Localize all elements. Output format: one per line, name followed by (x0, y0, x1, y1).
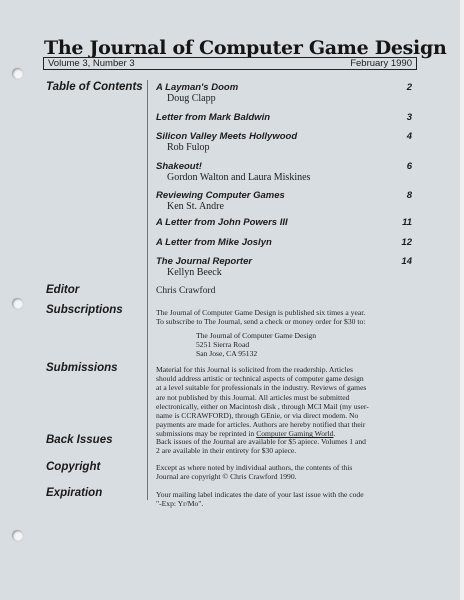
copyright-heading: Copyright (46, 461, 101, 473)
toc-item[interactable] (156, 217, 412, 228)
toc-item-title: A Letter from Mike Joslyn (156, 237, 272, 248)
toc-item-title: Silicon Valley Meets Hollywood (156, 131, 298, 142)
submissions-text (156, 365, 418, 439)
column-divider (147, 80, 148, 500)
volume-number: Volume 3, Number 3 (48, 58, 135, 69)
subscription-address (196, 331, 316, 359)
subscriptions-text (156, 308, 418, 326)
toc-heading: Table of Contents (46, 81, 143, 93)
binder-hole-bottom (12, 530, 23, 541)
toc-item-page: 4 (406, 131, 412, 142)
back-issues-text (156, 437, 418, 455)
expiration-heading: Expiration (46, 487, 103, 499)
text-line: should address artistic or technical aspects of computer game design (156, 374, 364, 384)
text-line: Journal are copyright © Chris Crawford 1990. (156, 472, 297, 482)
back-issues-heading: Back Issues (46, 434, 113, 446)
toc-item[interactable] (156, 161, 412, 183)
text-line: The Journal of Computer Game Design is published six times a year. (156, 308, 366, 317)
subscriptions-heading: Subscriptions (46, 304, 123, 316)
text-line: electronically, either on Macintosh disk , through MCI Mail (my user- (156, 401, 369, 411)
text-line: are not published by this Journal. All articles must be submitted (156, 392, 350, 402)
toc-item[interactable] (156, 82, 412, 104)
toc-item-title: Letter from Mark Baldwin (156, 112, 271, 123)
text-line: 2 are available in their entirety for $30 apiece. (156, 446, 297, 456)
address-line: The Journal of Computer Game Design (196, 331, 316, 340)
text-line: Back issues of the Journal are available for $5 apiece. Volumes 1 and (156, 437, 366, 446)
text-line: To subscribe to The Journal, send a check or money order for $30 to: (156, 317, 366, 327)
toc-item-page: 3 (406, 112, 412, 123)
toc-item-page: 2 (406, 82, 412, 93)
toc-item-title: A Letter from John Powers III (156, 217, 288, 228)
text-line: Material for this Journal is solicited from the readership. Articles (156, 365, 353, 374)
issue-date: February 1990 (350, 58, 412, 69)
text-line: name is CCRAWFORD), through GEnie, or via direct modem. No (156, 411, 359, 421)
editor-heading: Editor (46, 284, 80, 296)
editor-name: Chris Crawford (156, 286, 216, 296)
toc-item-author: Kellyn Beeck (167, 267, 222, 278)
text-line: payments are made for articles. Authors are hereby notified that their (156, 420, 366, 430)
toc-item-title: Shakeout! (156, 161, 202, 172)
toc-item[interactable] (156, 190, 412, 212)
toc-item-title: A Layman's Doom (156, 82, 239, 93)
text-line: Your mailing label indicates the date of your last issue with the code (156, 490, 364, 499)
toc-item-title: Reviewing Computer Games (156, 190, 285, 201)
text-line: "-Exp: Yr/Mo". (156, 499, 204, 509)
magazine-name: Computer Gaming World (256, 429, 334, 439)
copyright-text (156, 463, 418, 481)
toc-item-author: Gordon Walton and Laura Miskines (167, 172, 311, 183)
binder-hole-top (12, 68, 23, 79)
toc-item[interactable] (156, 112, 412, 123)
toc-item[interactable] (156, 131, 412, 153)
toc-item[interactable] (156, 256, 412, 278)
binder-hole-middle (12, 298, 23, 309)
expiration-text (156, 490, 418, 508)
issue-bar (43, 57, 417, 70)
text-fragment: . (333, 429, 336, 439)
toc-item-author: Rob Fulop (167, 142, 210, 153)
page-edge (460, 0, 464, 600)
toc-item-page: 6 (406, 161, 412, 172)
toc-item-page: 8 (406, 190, 412, 201)
toc-item-page: 14 (401, 256, 412, 267)
toc-item[interactable] (156, 237, 412, 248)
text-line: Except as where noted by individual authors, the contents of this (156, 463, 353, 472)
toc-item-author: Doug Clapp (167, 93, 216, 104)
toc-item-page: 11 (402, 217, 412, 228)
text-fragment: submissions may be reprinted in (156, 429, 257, 439)
toc-item-title: The Journal Reporter (156, 256, 253, 267)
address-line: San Jose, CA 95132 (196, 349, 258, 359)
text-line: at a level suitable for professionals in the industry. Reviews of games (156, 383, 367, 393)
submissions-heading: Submissions (46, 362, 118, 374)
journal-title: The Journal of Computer Game Design (44, 37, 447, 59)
toc-item-page: 12 (401, 237, 412, 248)
address-line: 5251 Sierra Road (196, 340, 250, 350)
toc-item-author: Ken St. Andre (167, 201, 224, 212)
